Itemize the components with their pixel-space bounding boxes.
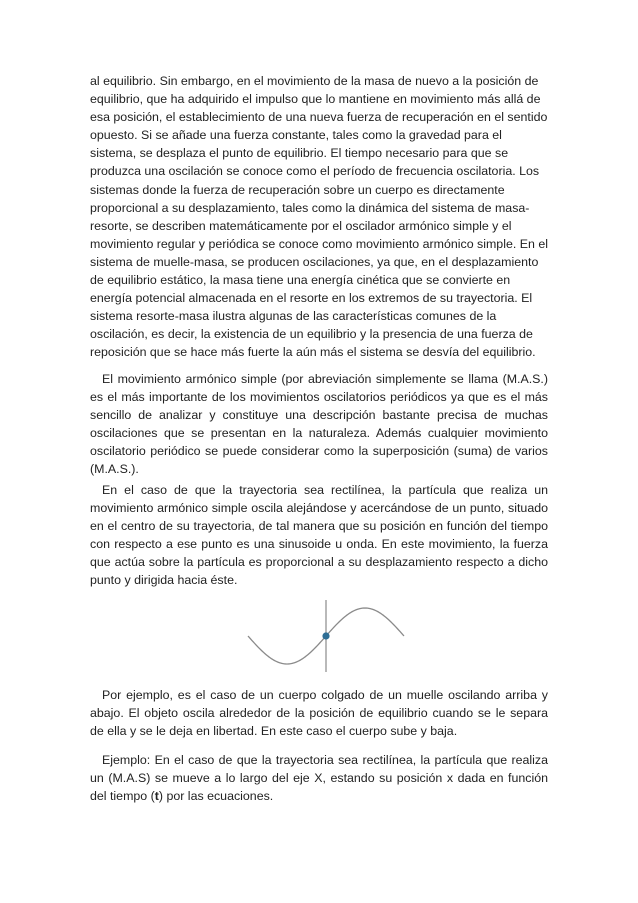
equilibrium-point (322, 632, 329, 639)
time-variable: t (154, 789, 159, 804)
paragraph-example-equations (90, 751, 548, 805)
sine-wave-diagram (240, 600, 410, 672)
example-text-start: Ejemplo: En el caso de que la trayectoria sea rectilínea, la partícula que realiza un (M.A.S) se mueve a lo largo del eje X, estando su posición x dada en función del tiempo ( (90, 753, 548, 804)
paragraph-rectilinear-trajectory: En el caso de que la trayectoria sea rectilínea, la partícula que realiza un movimiento armónico simple oscila alejándose y acercándose de un punto, situado en el centro de su trayectoria, de tal manera que su posición en función del tiempo con respecto a ese punto es una sinusoide u onda. En este movimiento, la fuerza que actúa sobre la partícula es proporcional a su desplazamiento respecto a dicho punto y dirigida hacia éste. (90, 483, 548, 588)
paragraph-equilibrium: al equilibrio. Sin embargo, en el movimiento de la masa de nuevo a la posición de equilibrio, que ha adquirido el impulso que lo mantiene en movimiento más allá de esa posición, el establecimiento de una nueva fuerza de recuperación en el sentido opuesto. Si se añade una fuerza constante, tales como la gravedad para el sistema, se desplaza el punto de equilibrio. El tiempo necesario para que se produzca una oscilación se conoce como el período de frecuencia oscilatoria. Los sistemas donde la fuerza de recuperación sobre un cuerpo es directamente proporcional a su desplazamiento, tales como la dinámica del sistema de masa-resorte, se describen matemáticamente por el oscilador armónico simple y el movimiento regular y periódica se conoce como movimiento armónico simple. En el sistema de muelle-masa, se producen oscilaciones, ya que, en el desplazamiento de equilibrio estático, la masa tiene una energía cinética que se convierte en energía potencial almacenada en el resorte en los extremos de su trayectoria. El sistema resorte-masa ilustra algunas de las características comunes de la oscilación, es decir, la existencia de un equilibrio y la presencia de una fuerza de reposición que se hace más fuerte la aún más el sistema se desvía del equilibrio. (90, 74, 548, 360)
sine-wave-figure (240, 600, 410, 672)
paragraph-spring-example: Por ejemplo, es el caso de un cuerpo colgado de un muelle oscilando arriba y abajo. El objeto oscila alrededor de la posición de equilibrio cuando se le separa de ella y se le deja en libertad. En este caso el cuerpo sube y baja. (90, 688, 548, 739)
example-text-end: ) por las ecuaciones. (158, 789, 274, 804)
paragraph-mas-definition: El movimiento armónico simple (por abreviación simplemente se llama (M.A.S.) es el más importante de los movimientos oscilatorios periódicos ya que es el más sencillo de analizar y constituye una descripción bastante precisa de muchas oscilaciones que se presentan en la naturaleza. Además cualquier movimiento oscilatorio periódico se puede considerar como la superposición (suma) de varios (M.A.S.). (90, 372, 548, 477)
